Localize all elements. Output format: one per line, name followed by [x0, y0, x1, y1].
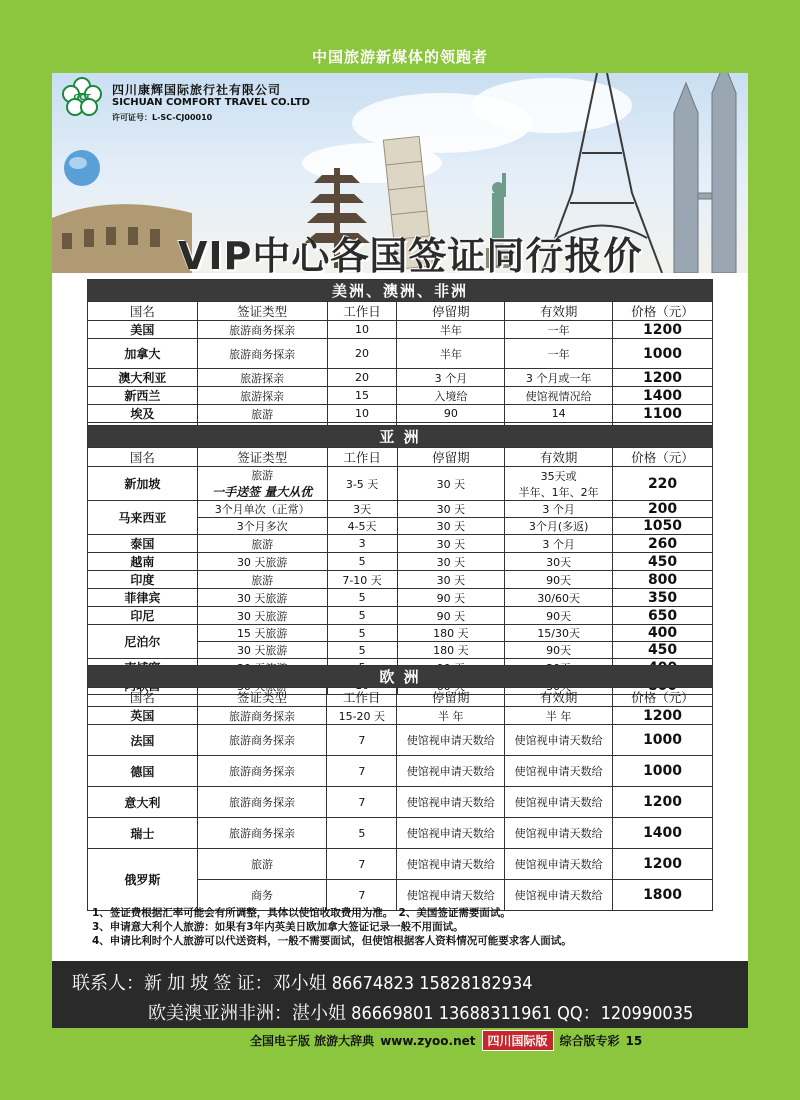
colosseum-icon: [52, 204, 192, 273]
table-cell: 1200: [613, 707, 713, 725]
table-cell: 800: [613, 571, 713, 589]
table-cell: 马来西亚: [88, 501, 198, 535]
table-cell: 印度: [88, 571, 198, 589]
table-cell: 90天: [505, 642, 613, 659]
table-cell: 30 天: [397, 501, 505, 518]
table-cell: 5: [327, 625, 397, 642]
rates-table-europe: [87, 665, 713, 911]
table-cell: 俄罗斯: [88, 849, 198, 911]
table-cell: 5: [327, 607, 397, 625]
table-cell: 30 天: [397, 535, 505, 553]
table-cell: 签证类型: [197, 448, 327, 467]
table-cell: 5: [327, 589, 397, 607]
table-cell: 工作日: [327, 302, 397, 321]
table-row: [88, 589, 713, 607]
table-cell: 1000: [613, 756, 713, 787]
table-cell: 瑞士: [88, 818, 198, 849]
footer-publication: 全国电子版 旅游大辞典: [250, 1034, 375, 1048]
table-cell: 价格（元）: [613, 448, 713, 467]
table-cell: 英国: [88, 707, 198, 725]
table-cell: 旅游: [197, 571, 327, 589]
table-cell: 30天: [505, 553, 613, 571]
table-row: [88, 405, 713, 423]
table-cell: 价格（元）: [613, 302, 713, 321]
table-cell: 签证类型: [197, 688, 327, 707]
page-number: 15: [625, 1033, 643, 1048]
table-cell: 有效期: [505, 688, 613, 707]
footer-url[interactable]: www.zyoo.net: [380, 1033, 476, 1048]
table-cell: 5: [327, 642, 397, 659]
table-cell: 180 天: [397, 625, 505, 642]
table-cell: 半年: [397, 321, 505, 339]
page-footer: [250, 1030, 642, 1051]
table-cell: 90天: [505, 607, 613, 625]
table-cell: 35天或 半年、1年、2年: [505, 467, 613, 501]
table-cell: 3个月(多返): [505, 518, 613, 535]
table-cell: 5: [327, 818, 397, 849]
table-cell: 90 天: [397, 589, 505, 607]
table-cell: 法国: [88, 725, 198, 756]
table-row: [88, 607, 713, 625]
table-cell: 180 天: [397, 642, 505, 659]
table-cell: 200: [613, 501, 713, 518]
table-cell: 菲律宾: [88, 589, 198, 607]
table-cell: 1400: [613, 387, 713, 405]
table-row: [88, 849, 713, 880]
table-cell: 7: [327, 880, 397, 911]
table-cell: 意大利: [88, 787, 198, 818]
table-cell: 7: [327, 725, 397, 756]
table-cell: 半年: [397, 339, 505, 369]
table-cell: 3个月多次: [197, 518, 327, 535]
table-cell: 260: [613, 535, 713, 553]
table-cell: 3 个月或一年: [505, 369, 613, 387]
table-row: [88, 339, 713, 369]
table-cell: 使馆视申请天数给: [505, 818, 613, 849]
table-row: [88, 725, 713, 756]
table-cell: 国名: [88, 302, 198, 321]
table-cell: 7: [327, 756, 397, 787]
table-cell: 工作日: [327, 448, 397, 467]
license-number: 许可证号：L-SC-CJ00010: [112, 113, 213, 122]
rates-table-americas: [87, 279, 713, 441]
table-cell: 3-5 天: [327, 467, 397, 501]
table-cell: 15: [327, 387, 397, 405]
table-cell: 使馆视申请天数给: [397, 880, 505, 911]
table-cell: 旅游探亲: [197, 387, 327, 405]
table-cell: 国名: [88, 448, 198, 467]
table-row: [88, 787, 713, 818]
table-cell: 旅游商务探亲: [197, 321, 327, 339]
section-title: 美洲、澳洲、非洲: [88, 280, 713, 302]
table-cell: 商务: [197, 880, 327, 911]
table-cell: 旅游商务探亲: [197, 818, 327, 849]
table-cell: 旅游: [197, 405, 327, 423]
table-cell: 90天: [505, 571, 613, 589]
svg-text:CCT: CCT: [73, 93, 91, 102]
rates-table-asia: [87, 425, 713, 695]
table-cell: 3: [327, 535, 397, 553]
company-name-cn: 四川康辉国际旅行社有限公司: [112, 83, 282, 97]
note-line: 3、申请意大利个人旅游：如果有3年内英美日欧加拿大签证记录一般不用面试。: [92, 921, 464, 933]
section-title: 亚 洲: [88, 426, 713, 448]
notes: [92, 906, 732, 948]
table-cell: 90 天: [397, 607, 505, 625]
footer-section: 综合版专彩: [559, 1034, 620, 1048]
table-cell: 使馆视申请天数给: [397, 849, 505, 880]
page-title: VIP中心各国签证同行报价: [178, 234, 643, 273]
table-cell: 90: [397, 405, 505, 423]
table-cell: 3个月单次（正常）: [197, 501, 327, 518]
table-cell: 使馆视申请天数给: [505, 849, 613, 880]
table-cell: 10: [327, 321, 397, 339]
table-cell: 30 天: [397, 518, 505, 535]
table-cell: 1400: [613, 818, 713, 849]
table-cell: 220: [613, 467, 713, 501]
table-cell: 1800: [613, 880, 713, 911]
table-cell: 4-5天: [327, 518, 397, 535]
table-cell: 使馆视申请天数给: [505, 756, 613, 787]
table-cell: 7: [327, 787, 397, 818]
table-cell: 美国: [88, 321, 198, 339]
table-cell: 1050: [613, 518, 713, 535]
table-cell: 泰国: [88, 535, 198, 553]
table-cell: 澳大利亚: [88, 369, 198, 387]
table-cell: 使馆视申请天数给: [505, 787, 613, 818]
table-cell: 1200: [613, 787, 713, 818]
table-cell: 650: [613, 607, 713, 625]
table-cell: 10: [327, 405, 397, 423]
table-cell: 旅游探亲: [197, 369, 327, 387]
table-cell: 3天: [327, 501, 397, 518]
table-cell: 印尼: [88, 607, 198, 625]
company-logo: [60, 77, 310, 125]
table-row: [88, 818, 713, 849]
table-cell: 使馆视申请天数给: [397, 787, 505, 818]
contact-bar: [52, 961, 748, 1028]
table-cell: 新西兰: [88, 387, 198, 405]
table-cell: 7-10 天: [327, 571, 397, 589]
table-row: [88, 707, 713, 725]
table-cell: 使馆视申请天数给: [505, 725, 613, 756]
table-cell: 有效期: [505, 302, 613, 321]
table-cell: 15 天旅游: [197, 625, 327, 642]
table-cell: 1200: [613, 849, 713, 880]
table-cell: 停留期: [397, 448, 505, 467]
top-banner: 中国旅游新媒体的领跑者: [311, 48, 488, 66]
table-cell: 7: [327, 849, 397, 880]
table-row: [88, 467, 713, 501]
table-cell: 1100: [613, 405, 713, 423]
table-row: [88, 553, 713, 571]
table-cell: 450: [613, 553, 713, 571]
table-cell: 20: [327, 369, 397, 387]
company-name-en: SICHUAN COMFORT TRAVEL CO.LTD: [112, 97, 310, 108]
table-cell: 3 个月: [505, 501, 613, 518]
table-cell: 有效期: [505, 448, 613, 467]
table-row: [88, 369, 713, 387]
table-cell: 30/60天: [505, 589, 613, 607]
table-cell: 1200: [613, 369, 713, 387]
note-line: 1、签证费根据汇率可能会有所调整，具体以使馆收取费用为准。 2、美国签证需要面试。: [92, 907, 511, 919]
table-cell: 400: [613, 625, 713, 642]
table-cell: 旅游商务探亲: [197, 725, 327, 756]
table-cell: 国名: [88, 688, 198, 707]
table-cell: 一年: [505, 339, 613, 369]
table-cell: 旅游商务探亲: [197, 787, 327, 818]
table-row: [88, 321, 713, 339]
table-cell: 3 个月: [505, 535, 613, 553]
table-cell: 旅游 一手送签 量大从优: [197, 467, 327, 501]
table-cell: 30 天: [397, 467, 505, 501]
table-row: [88, 387, 713, 405]
table-cell: 半 年: [397, 707, 505, 725]
table-cell: 5: [327, 553, 397, 571]
hero-banner: [52, 73, 748, 273]
table-cell: 30 天旅游: [197, 553, 327, 571]
table-row: [88, 756, 713, 787]
table-cell: 1200: [613, 321, 713, 339]
contact-line-singapore: 联系人：新 加 坡 签 证：邓小姐 86674823 15828182934: [72, 973, 533, 994]
table-cell: 工作日: [327, 688, 397, 707]
note-line: 4、申请比利时个人旅游可以代送资料，一般不需要面试，但使馆根据客人资料情况可能要求客人面试。: [92, 935, 572, 947]
table-cell: 加拿大: [88, 339, 198, 369]
table-cell: 停留期: [397, 688, 505, 707]
table-cell: 德国: [88, 756, 198, 787]
table-cell: 签证类型: [197, 302, 327, 321]
flyer-page: [52, 73, 748, 1028]
table-cell: 14: [505, 405, 613, 423]
table-cell: 越南: [88, 553, 198, 571]
contact-line-other: 欧美澳亚洲非洲：湛小姐 86669801 13688311961 QQ：120990035: [148, 1003, 694, 1024]
table-cell: 使馆视情况给: [505, 387, 613, 405]
table-row: [88, 571, 713, 589]
table-cell: 30 天: [397, 553, 505, 571]
table-cell: 价格（元）: [613, 688, 713, 707]
table-cell: 使馆视申请天数给: [397, 725, 505, 756]
table-cell: 15/30天: [505, 625, 613, 642]
table-cell: 350: [613, 589, 713, 607]
table-cell: 旅游: [197, 849, 327, 880]
table-cell: 入境给: [397, 387, 505, 405]
table-row: [88, 625, 713, 642]
section-title: 欧 洲: [88, 666, 713, 688]
table-cell: 450: [613, 642, 713, 659]
table-cell: 埃及: [88, 405, 198, 423]
footer-edition-badge: 四川国际版: [482, 1030, 554, 1051]
table-cell: 新加坡: [88, 467, 198, 501]
table-cell: 使馆视申请天数给: [397, 756, 505, 787]
table-cell: 20: [327, 339, 397, 369]
table-cell: 停留期: [397, 302, 505, 321]
table-cell: 使馆视申请天数给: [397, 818, 505, 849]
table-cell: 30 天旅游: [197, 589, 327, 607]
table-cell: 3 个月: [397, 369, 505, 387]
table-cell: 一年: [505, 321, 613, 339]
cct-logo-icon: [60, 77, 104, 117]
table-cell: 旅游商务探亲: [197, 756, 327, 787]
promo-text: 一手送签 量大从优: [212, 485, 313, 499]
table-row: [88, 535, 713, 553]
table-cell: 旅游: [197, 535, 327, 553]
table-cell: 1000: [613, 339, 713, 369]
table-cell: 使馆视申请天数给: [505, 880, 613, 911]
table-cell: 1000: [613, 725, 713, 756]
table-cell: 半 年: [505, 707, 613, 725]
twin-towers-icon: [674, 73, 736, 273]
table-cell: 旅游商务探亲: [197, 339, 327, 369]
table-cell: 尼泊尔: [88, 625, 198, 659]
table-cell: 30 天旅游: [197, 607, 327, 625]
table-row: [88, 501, 713, 518]
table-cell: 旅游商务探亲: [197, 707, 327, 725]
table-cell: 15-20 天: [327, 707, 397, 725]
table-cell: 30 天旅游: [197, 642, 327, 659]
table-cell: 30 天: [397, 571, 505, 589]
